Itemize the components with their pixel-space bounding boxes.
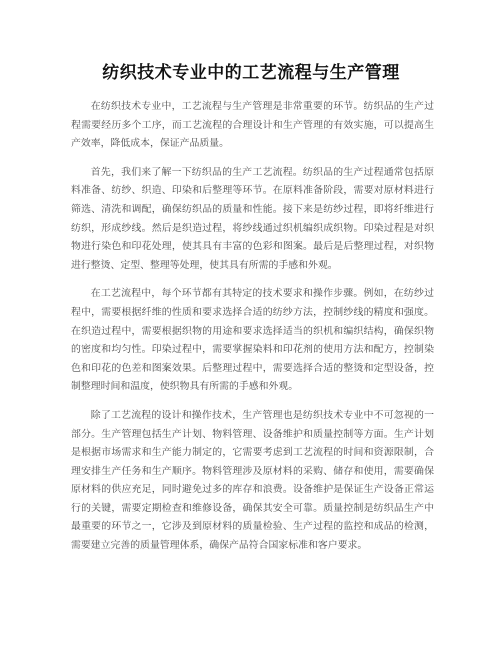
paragraph-4: 除了工艺流程的设计和操作技术，生产管理也是纺织技术专业中不可忽视的一部分。生产管理包括生产计划、物料管理、设备维护和质量控制等方面。生产计划是根据市场需求和生产能力制定的，它需要考虑到工艺流程的时间和资源限制，合理安排生产任务和生产顺序。物料管理涉及原材料的采购、储存和使用，需要确保原材料的供应充足，同时避免过多的库存和浪费。设备维护是保证生产设备正常运行的关键，需要定期检查和维修设备，确保其安全可靠。质量控制是纺织品生产中最重要的环节之一，它涉及到原材料的质量检验、生产过程的监控和成品的检测，需要建立完善的质量管理体系，确保产品符合国家标准和客户要求。 [71,409,434,552]
paragraph-2: 首先，我们来了解一下纺织品的生产工艺流程。纺织品的生产过程通常包括原料准备、纺纱、织造、印染和后整理等环节。在原料准备阶段，需要对原材料进行筛选、清洗和调配，确保纺织品的质量和性能。接下来是纺纱过程，即将纤维进行纺织，形成纱线。然后是织造过程，将纱线通过织机编织成织物。印染过程是对织物进行染色和印花处理，使其具有丰富的色彩和图案。最后是后整理过程，对织物进行整烫、定型、整理等处理，使其具有所需的手感和外观。 [71,166,434,271]
document-body [71,98,434,566]
paragraph-1: 在纺织技术专业中，工艺流程与生产管理是非常重要的环节。纺织品的生产过程需要经历多个工序，而工艺流程的合理设计和生产管理的有效实施，可以提高生产效率，降低成本，保证产品质量。 [71,101,434,150]
document-title: 纺织技术专业中的工艺流程与生产管理 [102,63,400,83]
paragraph-3: 在工艺流程中，每个环节都有其特定的技术要求和操作步骤。例如，在纺纱过程中，需要根据纤维的性质和要求选择合适的纺纱方法，控制纱线的精度和强度。在织造过程中，需要根据织物的用途和要求选择适当的织机和编织结构，确保织物的密度和均匀性。印染过程中，需要掌握染料和印花剂的使用方法和配方，控制染色和印花的色差和图案效果。后整理过程中，需要选择合适的整烫和定型设备，控制整理时间和温度，使织物具有所需的手感和外观。 [71,288,434,393]
